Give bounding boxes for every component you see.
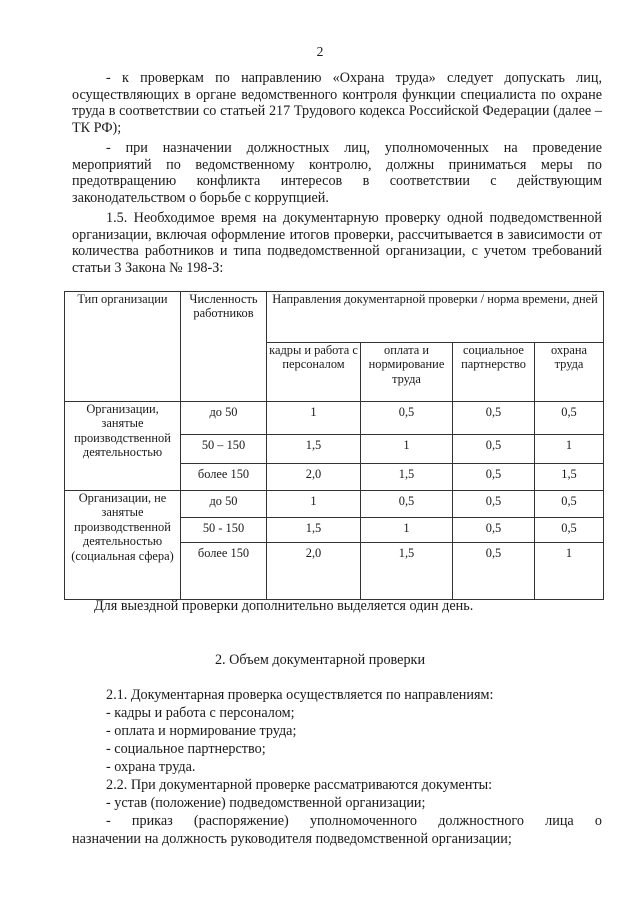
value-cell: 0,5	[361, 402, 453, 435]
value-cell: 1,5	[535, 464, 604, 491]
value-cell: 1,5	[267, 518, 361, 543]
value-cell: 0,5	[453, 402, 535, 435]
org-type-production: Организации, занятые производственной деятельностью	[65, 402, 181, 491]
header-direction-labor-safety: охрана труда	[535, 343, 604, 402]
value-cell: 0,5	[535, 518, 604, 543]
headcount-cell: более 150	[181, 464, 267, 491]
paragraph-2-2: 2.2. При документарной проверке рассматриваются документы:	[106, 777, 493, 793]
paragraph-2-1: 2.1. Документарная проверка осуществляется по направлениям:	[106, 687, 494, 703]
value-cell: 1,5	[267, 435, 361, 464]
paragraph-labor-safety-inspectors: - к проверкам по направлению «Охрана труда» следует допускать лиц, осуществляющих в органе ведомственного контроля функции специалиста по охране труда в соответствии со статьей 217 Трудового кодекса Российской Федерации (далее – ТК РФ);	[72, 70, 602, 136]
headcount-cell: 50 – 150	[181, 435, 267, 464]
value-cell: 1	[535, 543, 604, 600]
value-cell: 1,5	[361, 464, 453, 491]
header-directions: Направления документарной проверки / норма времени, дней	[267, 292, 604, 343]
value-cell: 1	[361, 518, 453, 543]
list-item-continuation: назначении на должность руководителя подведомственной организации;	[72, 831, 512, 847]
value-cell: 0,5	[535, 402, 604, 435]
value-cell: 0,5	[453, 435, 535, 464]
paragraph-conflict-of-interest: - при назначении должностных лиц, уполномоченных на проведение мероприятий по ведомственному контролю, должны приниматься меры по предотвращению конфликта интересов в соответствии с действующим законодательством о борьбе с коррупцией.	[72, 140, 602, 206]
page-number: 2	[316, 44, 324, 59]
list-item: - устав (положение) подведомственной организации;	[106, 795, 426, 811]
table-row	[65, 402, 604, 435]
org-type-social-sphere: Организации, не занятые производственной деятельностью (социальная сфера)	[65, 491, 181, 600]
list-item: - социальное партнерство;	[106, 741, 266, 757]
list-item: - охрана труда.	[106, 759, 196, 775]
value-cell: 1	[361, 435, 453, 464]
list-item: - приказ (распоряжение) уполномоченного должностного лица о	[106, 813, 602, 829]
headcount-cell: до 50	[181, 491, 267, 518]
value-cell: 1,5	[361, 543, 453, 600]
table-row	[65, 491, 604, 518]
headcount-cell: 50 - 150	[181, 518, 267, 543]
value-cell: 1	[267, 491, 361, 518]
value-cell: 0,5	[361, 491, 453, 518]
list-item: - оплата и нормирование труда;	[106, 723, 297, 739]
value-cell: 0,5	[535, 491, 604, 518]
onsite-inspection-note: Для выездной проверки дополнительно выделяется один день.	[94, 598, 474, 614]
value-cell: 0,5	[453, 518, 535, 543]
value-cell: 0,5	[453, 464, 535, 491]
header-direction-personnel: кадры и работа с персоналом	[267, 343, 361, 402]
value-cell: 1	[535, 435, 604, 464]
value-cell: 2,0	[267, 543, 361, 600]
header-direction-social-partnership: социальное партнерство	[453, 343, 535, 402]
value-cell: 0,5	[453, 491, 535, 518]
value-cell: 2,0	[267, 464, 361, 491]
header-headcount: Численность работников	[181, 292, 267, 402]
headcount-cell: более 150	[181, 543, 267, 600]
value-cell: 1	[267, 402, 361, 435]
header-org-type: Тип организации	[65, 292, 181, 402]
paragraph-1-5-time-norm: 1.5. Необходимое время на документарную проверку одной подведомственной организации, включая оформление итогов проверки, рассчитывается в зависимости от количества работников и типа подведомственной организации, с учетом требований статьи 3 Закона № 198-З:	[72, 210, 602, 276]
header-direction-payroll: оплата и нормирование труда	[361, 343, 453, 402]
list-item: - кадры и работа с персоналом;	[106, 705, 295, 721]
value-cell: 0,5	[453, 543, 535, 600]
headcount-cell: до 50	[181, 402, 267, 435]
time-norms-table	[64, 291, 604, 600]
section-2-heading: 2. Объем документарной проверки	[214, 652, 426, 668]
